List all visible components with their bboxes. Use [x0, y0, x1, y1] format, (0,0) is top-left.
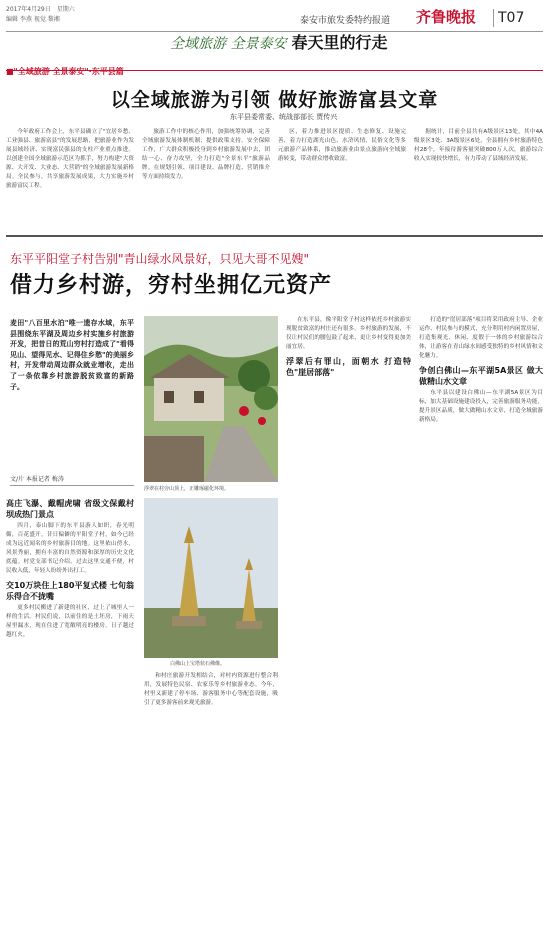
article2-mid-text: 和村庄旅游开发相结合，对村内资源进行整合利用，发展特色民宿、农家乐等乡村旅游业态。今年，村里又新建了停车场、游客服务中心等配套设施，吸引了更多游客前来观光旅游。 — [144, 673, 278, 706]
article2-byline: 文/片 本报记者 梅涛 — [10, 476, 64, 483]
article1-col1-text: 今年政府工作会上，东平县确立了"宜居乡愁、工业强县、旅游富县"的发展思路，把旅游业作为发展县域经济、实现富民强县的支柱产业重点推进。以创建全国全域旅游示范区为抓手，努力构建"大资源、大开发、大业态、大营销"的全域旅游发展新格局。全民参与，共享旅游发展成果，大力实施乡村旅游富民工程。 — [6, 129, 134, 189]
article2-column-3 — [286, 316, 411, 934]
article2-body-4: 东平县以建设白佛山—东平湖5A景区为目标，加大基础设施建设投入，完善旅游服务功能，提升景区品质，做大做精山水文章，打造全域旅游新格局。 — [419, 390, 543, 423]
article1-title: 以全域旅游为引领 做好旅游富县文章 — [110, 89, 439, 111]
article1-col3-text: 区，着力推进景区提质、生态修复、设施完善，着力打造湖光山色、水浒风情、民俗文化等多元旅游产品体系，推动旅游业由景点旅游向全域旅游转变，带动群众增收致富。 — [278, 129, 406, 162]
page-number: T07 — [493, 9, 543, 27]
article1-column-3 — [278, 128, 406, 232]
photo2-caption: 白佛山上宝塔状石佛像。 — [170, 661, 226, 667]
section-title: 泰安市旅发委特约报道 — [300, 16, 391, 26]
staff-line: 编辑 李燕 视觉 黎湘 — [6, 16, 60, 23]
series-bar — [6, 59, 543, 76]
article1-byline: 东平县委常委、统战部部长 贾传兴 — [230, 113, 338, 121]
article2-title: 借力乡村游，穷村坐拥亿元资产 — [10, 272, 333, 298]
subhead-2: 交10万块住上180平复式楼 七旬翁乐得合不拢嘴 — [6, 581, 134, 601]
subhead-3: 浮翠后有罪山，面朝水 打造特色"崖居部落" — [286, 357, 411, 377]
article2-right-text: 打造的"崖居部落"项目将采用政府主导、企业运作、村民参与的模式，充分利用村内闲置房屋，打造集观光、休闲、度假于一体的乡村旅游综合体，让游客在青山绿水间感受独特的乡村风情和文化魅力。 — [419, 317, 543, 359]
lead-rule — [10, 485, 134, 486]
banner-slogan: 全域旅游 全景泰安 — [170, 36, 287, 52]
banner-headline: 春天里的行走 — [291, 33, 388, 52]
article2-body-1: 四月，泰山脚下的东平县游人如织，春光明媚，百花盛开。昔日偏僻的平阳堂子村，如今已经成为远近闻名的乡村旅游目的地。这里依山傍水，风景秀丽，拥有丰富的自然资源和深厚的历史文化底蕴。村党支部书记介绍，过去这里交通不便，村民收入低，年轻人纷纷外出打工。 — [6, 523, 134, 574]
article2-kicker: 东平平阳堂子村告别"青山绿水风景好，只见大哥不见嫂" — [10, 252, 310, 266]
article1-column-2 — [142, 128, 270, 232]
article1-column-1 — [6, 128, 134, 232]
banner — [170, 30, 543, 54]
article2-column-1 — [6, 494, 134, 934]
subhead-4: 争创白佛山—东平湖5A景区 做大做精山水文章 — [419, 366, 543, 386]
subhead-1: 高庄飞瀑、戴帽虎啸 省级文保戴村坝成热门景点 — [6, 499, 134, 519]
newspaper-logo: 齐鲁晚报 — [416, 8, 477, 26]
article1-column-4 — [414, 128, 543, 232]
photo1-caption: 浮翠在村旁山顶上，正雕琢磁化环境。 — [144, 486, 230, 492]
article2-body-3-intro: 在东平县，像平阳堂子村这样依托乡村旅游实现脱贫致富的村庄还有很多。乡村旅游的发展，不仅让村民们的腰包鼓了起来，更让乡村变得更加美丽宜居。 — [286, 317, 411, 350]
article-separator — [6, 235, 543, 237]
article2-body-2: 更多村民搬进了新建的社区，过上了城里人一样的生活。村民们说，以前住的是土坯房，下雨天屋里漏水，现在住进了宽敞明亮的楼房，日子越过越红火。 — [6, 605, 134, 638]
article1-col4-text: 据统计，目前全县共有A级景区13处，其中4A级景区3处、3A级景区6处，全县拥有乡村旅游特色村28个，年接待游客量突破800万人次，旅游综合收入实现较快增长，有力带动了县域经济发展。 — [414, 129, 543, 162]
date-line: 2017年4月29日 星期六 — [6, 6, 75, 13]
series-tag: ■"全域旅游 全景泰安"·东平县篇 — [6, 67, 124, 76]
article2-column-2 — [144, 672, 278, 934]
article2-column-4 — [419, 316, 543, 934]
article1-col2-text: 旅游工作中的核心作用，加强统筹协调，完善全域旅游发展体制机制；提供政策支持，安全保障工作，广大群众积极投身到乡村旅游发展中去，团结一心、奋力攻坚，全力打造"全景东平"旅游品牌。在规划引领、项目建设、品牌打造、营销推介等方面持续发力。 — [142, 129, 270, 180]
village-photo — [144, 316, 278, 482]
article2-lead: 麦田"八百里水泊"唯一遗存水域，东平县围绕东平湖及周边乡村实施乡村旅游开发，把昔日的荒山穷村打造成了"看得见山、望得见水、记得住乡愁"的美丽乡村，开发带动周边群众就业增收，走出了一条依靠乡村旅游脱贫致富的新路子。 — [10, 319, 134, 391]
buddha-statue-photo — [144, 498, 278, 658]
